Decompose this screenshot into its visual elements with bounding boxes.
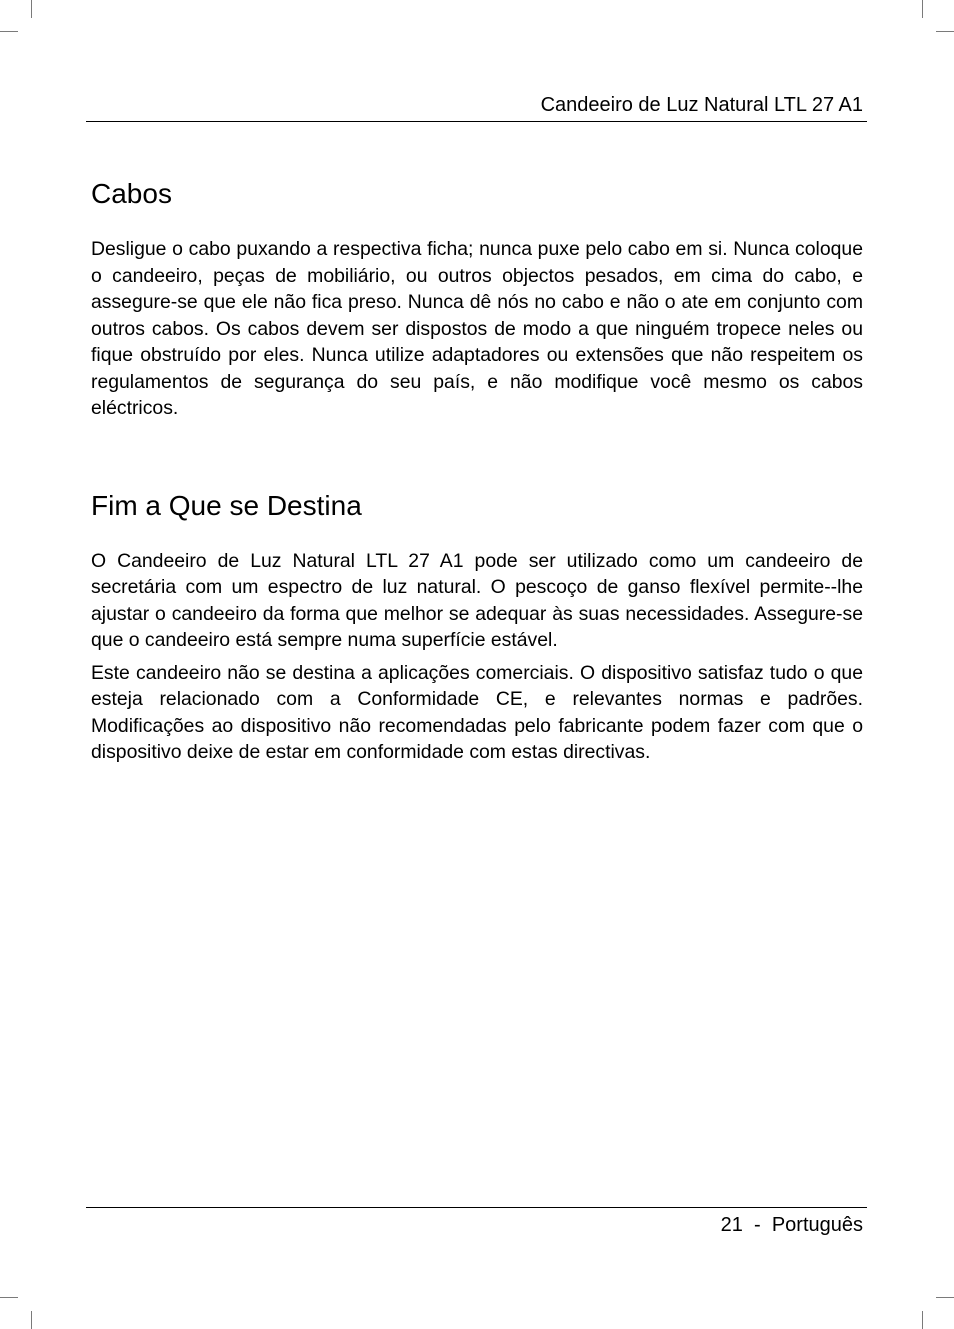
paragraph-intended-use-1: O Candeeiro de Luz Natural LTL 27 A1 pode ser utilizado como um candeeiro de secretária com um espectro de luz natural. O pescoço de ganso flexível permite--lhe ajustar o candeeiro da forma que melhor se adequar às suas necessidades. Assegure-se que o candeeiro está sempre numa superfície estável. [91,549,863,651]
paragraph-cables: Desligue o cabo puxando a respectiva ficha; nunca puxe pelo cabo em si. Nunca coloque o candeeiro, peças de mobiliário, ou outros objectos pesados, em cima do cabo, e assegure-se que ele não fica preso. Nunca dê nós no cabo e não o ate em conjunto com outros cabos. Os cabos devem ser dispostos de modo a que ninguém tropece neles ou fique obstruído por eles. Nunca utilize adaptadores ou extensões que não respeitem os regulamentos de segurança do seu país, e não modifique você mesmo os cabos eléctricos. [91,238,863,419]
paragraph-intended-use-2: Este candeeiro não se destina a aplicações comerciais. O dispositivo satisfaz tudo o que esteja relacionado com a Conformidade CE, e relevantes normas e padrões. Modificações ao dispositivo não recomendadas pelo fabricante podem fazer com que o dispositivo deixe de estar em conformidade com estas directivas. [91,661,863,763]
section-heading-intended-use: Fim a Que se Destina [91,489,362,521]
crop-mark-top-left [0,31,18,32]
footer-language: Português [771,1214,863,1236]
crop-mark-bottom-left [0,1297,18,1298]
crop-mark-bottom-right [922,1311,923,1329]
page-content [91,177,863,766]
footer-rule [86,1207,867,1208]
crop-mark-bottom-left [31,1311,32,1329]
crop-mark-top-right [922,0,923,18]
running-header: Candeeiro de Luz Natural LTL 27 A1 [540,94,863,116]
running-footer [86,1212,863,1238]
footer-separator: - [754,1214,761,1236]
section-intended-use [91,489,863,766]
crop-mark-bottom-right [936,1297,954,1298]
crop-mark-top-right [936,31,954,32]
page-number: 21 [720,1214,743,1236]
section-heading-cables: Cabos [91,178,172,209]
crop-mark-top-left [31,0,32,18]
header-rule [86,121,867,122]
section-cables [91,177,863,422]
